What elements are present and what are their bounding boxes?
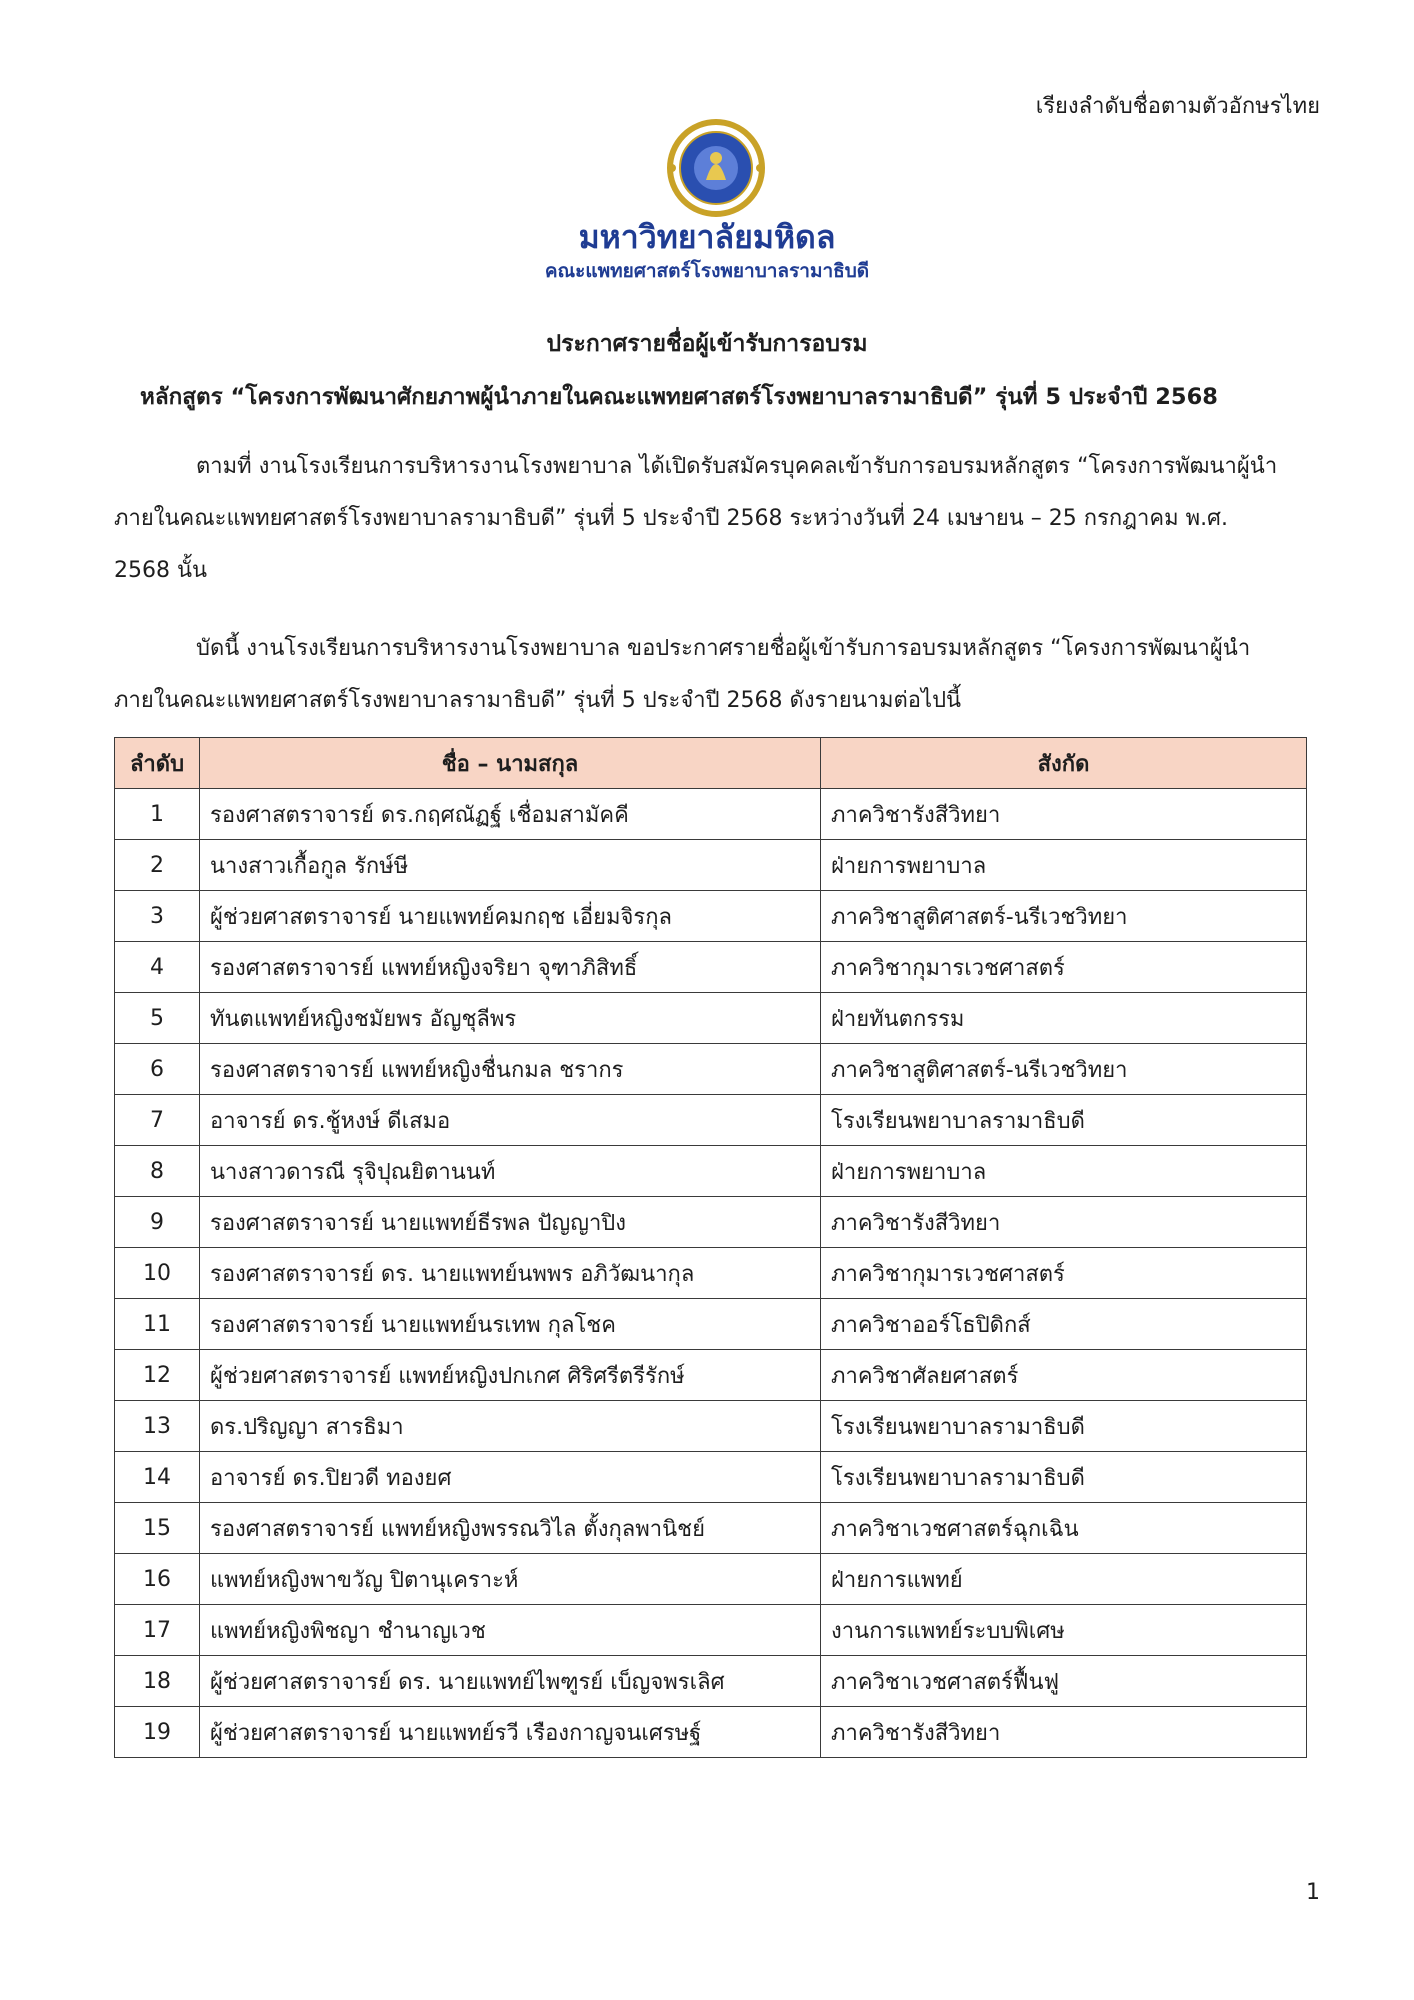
row-number: 14 bbox=[115, 1452, 200, 1503]
table-row bbox=[115, 840, 1307, 891]
table-row bbox=[115, 1605, 1307, 1656]
table-row bbox=[115, 1554, 1307, 1605]
row-number: 4 bbox=[115, 942, 200, 993]
participant-affiliation: ภาควิชาเวชศาสตร์ฉุกเฉิน bbox=[821, 1503, 1307, 1554]
row-number: 17 bbox=[115, 1605, 200, 1656]
participant-affiliation: ภาควิชาสูติศาสตร์-นรีเวชวิทยา bbox=[821, 1044, 1307, 1095]
participant-affiliation: ภาควิชาสูติศาสตร์-นรีเวชวิทยา bbox=[821, 891, 1307, 942]
table-row bbox=[115, 1299, 1307, 1350]
row-number: 15 bbox=[115, 1503, 200, 1554]
row-number: 13 bbox=[115, 1401, 200, 1452]
row-number: 5 bbox=[115, 993, 200, 1044]
participant-affiliation: ภาควิชารังสีวิทยา bbox=[821, 789, 1307, 840]
row-number: 8 bbox=[115, 1146, 200, 1197]
participant-name: รองศาสตราจารย์ ดร.กฤศณัฏฐ์ เชื่อมสามัคคี bbox=[200, 789, 821, 840]
row-number: 19 bbox=[115, 1707, 200, 1758]
participant-affiliation: ภาควิชากุมารเวชศาสตร์ bbox=[821, 1248, 1307, 1299]
faculty-name: คณะแพทยศาสตร์โรงพยาบาลรามาธิบดี bbox=[544, 260, 870, 282]
sort-note: เรียงลำดับชื่อตามตัวอักษรไทย bbox=[1035, 94, 1320, 119]
participant-name: รองศาสตราจารย์ แพทย์หญิงจริยา จุฑาภิสิทธิ์ bbox=[200, 942, 821, 993]
participant-affiliation: ภาควิชาเวชศาสตร์ฟื้นฟู bbox=[821, 1656, 1307, 1707]
participant-name: ผู้ช่วยศาสตราจารย์ ดร. นายแพทย์ไพฑูรย์ เบ็ญจพรเลิศ bbox=[200, 1656, 821, 1707]
table-row bbox=[115, 1044, 1307, 1095]
paragraph-announcement-text: บัดนี้ งานโรงเรียนการบริหารงานโรงพยาบาล ขอประกาศรายชื่อผู้เข้ารับการอบรมหลักสูตร “โครงการพัฒนาผู้นำภายในคณะแพทยศาสตร์โรงพยาบาลรามาธิบดี” รุ่นที่ 5 ประจำปี 2568 ดังรายนามต่อไปนี้ bbox=[114, 636, 1251, 713]
column-header-name: ชื่อ – นามสกุล bbox=[200, 738, 821, 789]
participant-name: อาจารย์ ดร.ปิยวดี ทองยศ bbox=[200, 1452, 821, 1503]
participant-affiliation: ภาควิชากุมารเวชศาสตร์ bbox=[821, 942, 1307, 993]
participant-affiliation: โรงเรียนพยาบาลรามาธิบดี bbox=[821, 1401, 1307, 1452]
table-body bbox=[115, 789, 1307, 1758]
table-row bbox=[115, 1248, 1307, 1299]
participant-affiliation: โรงเรียนพยาบาลรามาธิบดี bbox=[821, 1095, 1307, 1146]
participant-name: รองศาสตราจารย์ ดร. นายแพทย์นพพร อภิวัฒนากุล bbox=[200, 1248, 821, 1299]
table-row bbox=[115, 1503, 1307, 1554]
participant-name: ดร.ปริญญา สารธิมา bbox=[200, 1401, 821, 1452]
row-number: 1 bbox=[115, 789, 200, 840]
participant-affiliation: ฝ่ายการพยาบาล bbox=[821, 1146, 1307, 1197]
table-row bbox=[115, 993, 1307, 1044]
row-number: 2 bbox=[115, 840, 200, 891]
row-number: 12 bbox=[115, 1350, 200, 1401]
row-number: 18 bbox=[115, 1656, 200, 1707]
table-row bbox=[115, 1095, 1307, 1146]
university-name: มหาวิทยาลัยมหิดล bbox=[578, 218, 836, 256]
participant-name: รองศาสตราจารย์ นายแพทย์ธีรพล ปัญญาปิง bbox=[200, 1197, 821, 1248]
participant-affiliation: โรงเรียนพยาบาลรามาธิบดี bbox=[821, 1452, 1307, 1503]
table-row bbox=[115, 1350, 1307, 1401]
participant-name: นางสาวดารณี รุจิปุณยิตานนท์ bbox=[200, 1146, 821, 1197]
page-number: 1 bbox=[1306, 1880, 1320, 1905]
announcement-title: ประกาศรายชื่อผู้เข้ารับการอบรม bbox=[546, 331, 868, 357]
row-number: 10 bbox=[115, 1248, 200, 1299]
table-row bbox=[115, 1401, 1307, 1452]
course-title: หลักสูตร “โครงการพัฒนาศักยภาพผู้นำภายในคณะแพทยศาสตร์โรงพยาบาลรามาธิบดี” รุ่นที่ 5 ประจำปี 2568 bbox=[140, 384, 1218, 410]
table-row bbox=[115, 1656, 1307, 1707]
participant-affiliation: ภาควิชาศัลยศาสตร์ bbox=[821, 1350, 1307, 1401]
participant-name: แพทย์หญิงพาขวัญ ปิตานุเคราะห์ bbox=[200, 1554, 821, 1605]
participant-name: ทันตแพทย์หญิงชมัยพร อัญชุลีพร bbox=[200, 993, 821, 1044]
participant-affiliation: ฝ่ายการแพทย์ bbox=[821, 1554, 1307, 1605]
row-number: 9 bbox=[115, 1197, 200, 1248]
participant-name: ผู้ช่วยศาสตราจารย์ นายแพทย์รวี เรืองกาญจนเศรษฐ์ bbox=[200, 1707, 821, 1758]
row-number: 11 bbox=[115, 1299, 200, 1350]
participant-affiliation: ภาควิชารังสีวิทยา bbox=[821, 1707, 1307, 1758]
table-row bbox=[115, 1197, 1307, 1248]
row-number: 6 bbox=[115, 1044, 200, 1095]
table-row bbox=[115, 942, 1307, 993]
participant-table bbox=[114, 737, 1307, 1758]
paragraph-intro-text: ตามที่ งานโรงเรียนการบริหารงานโรงพยาบาล ได้เปิดรับสมัครบุคคลเข้ารับการอบรมหลักสูตร “โครงการพัฒนาผู้นำภายในคณะแพทยศาสตร์โรงพยาบาลรามาธิบดี” รุ่นที่ 5 ประจำปี 2568 ระหว่างวันที่ 24 เมษายน – 25 กรกฎาคม พ.ศ. 2568 นั้น bbox=[114, 454, 1278, 583]
participant-affiliation: ภาควิชารังสีวิทยา bbox=[821, 1197, 1307, 1248]
participant-affiliation: งานการแพทย์ระบบพิเศษ bbox=[821, 1605, 1307, 1656]
participant-name: นางสาวเกื้อกูล รักษ์ษี bbox=[200, 840, 821, 891]
participant-name: ผู้ช่วยศาสตราจารย์ แพทย์หญิงปกเกศ ศิริศรีตรีรักษ์ bbox=[200, 1350, 821, 1401]
table-row bbox=[115, 789, 1307, 840]
participant-affiliation: ฝ่ายการพยาบาล bbox=[821, 840, 1307, 891]
table-row bbox=[115, 1452, 1307, 1503]
participant-name: แพทย์หญิงพิชญา ชำนาญเวช bbox=[200, 1605, 821, 1656]
row-number: 7 bbox=[115, 1095, 200, 1146]
mahidol-university-seal-icon bbox=[666, 118, 766, 218]
table-header-row bbox=[115, 738, 1307, 789]
participant-name: รองศาสตราจารย์ นายแพทย์นรเทพ กุลโชค bbox=[200, 1299, 821, 1350]
column-header-affiliation: สังกัด bbox=[821, 738, 1307, 789]
participant-name: อาจารย์ ดร.ชู้หงษ์ ดีเสมอ bbox=[200, 1095, 821, 1146]
table-row bbox=[115, 1146, 1307, 1197]
participant-name: รองศาสตราจารย์ แพทย์หญิงชื่นกมล ชรากร bbox=[200, 1044, 821, 1095]
row-number: 3 bbox=[115, 891, 200, 942]
column-header-order: ลำดับ bbox=[115, 738, 200, 789]
paragraph-announcement bbox=[114, 623, 1288, 727]
participant-affiliation: ภาควิชาออร์โธปิดิกส์ bbox=[821, 1299, 1307, 1350]
row-number: 16 bbox=[115, 1554, 200, 1605]
participant-name: รองศาสตราจารย์ แพทย์หญิงพรรณวิไล ตั้งกุลพานิชย์ bbox=[200, 1503, 821, 1554]
table-row bbox=[115, 1707, 1307, 1758]
table-row bbox=[115, 891, 1307, 942]
paragraph-intro bbox=[114, 441, 1288, 597]
participant-affiliation: ฝ่ายทันตกรรม bbox=[821, 993, 1307, 1044]
participant-name: ผู้ช่วยศาสตราจารย์ นายแพทย์คมกฤช เอี่ยมจิรกุล bbox=[200, 891, 821, 942]
